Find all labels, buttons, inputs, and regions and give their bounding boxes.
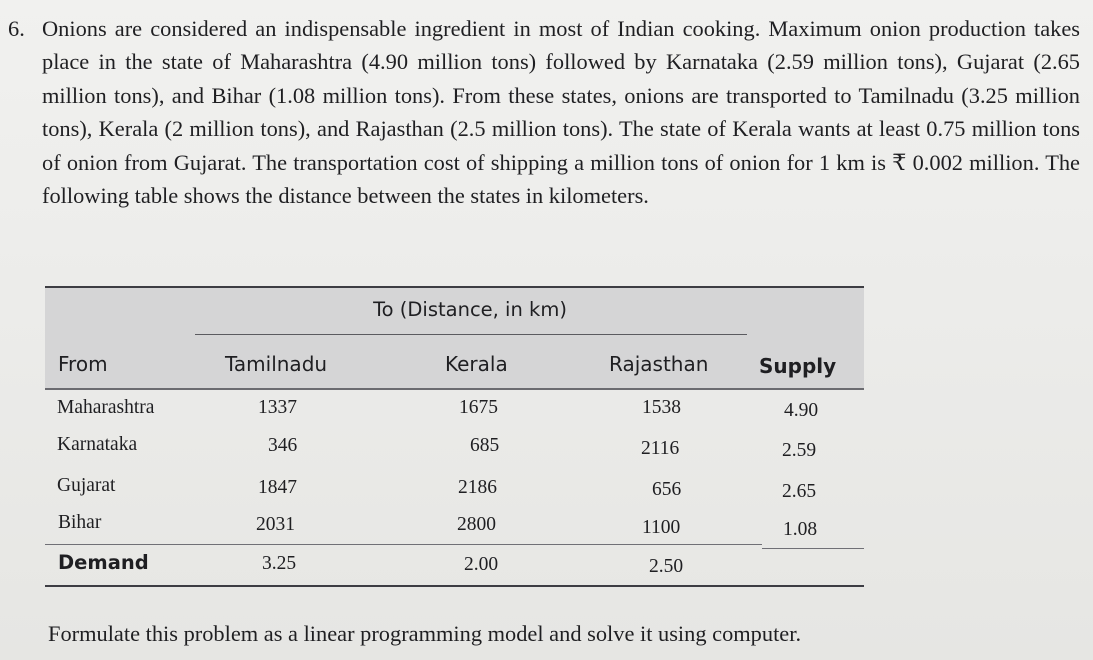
group-header-rule <box>195 334 747 335</box>
column-header-from: From <box>58 352 108 376</box>
cell-maharashtra-rajasthan: 1538 <box>642 397 681 418</box>
cell-bihar-kerala: 2800 <box>457 514 496 535</box>
problem-statement <box>8 12 1080 212</box>
cell-demand-tamilnadu: 3.25 <box>262 553 297 574</box>
row-label-karnataka: Karnataka <box>57 434 138 455</box>
row-label-bihar: Bihar <box>58 512 102 533</box>
problem-number: 6. <box>8 16 25 41</box>
cell-demand-kerala: 2.00 <box>464 554 499 575</box>
cell-bihar-tamilnadu: 2031 <box>256 514 295 535</box>
cell-gujarat-rajasthan: 656 <box>652 479 682 500</box>
table-group-header: To (Distance, in km) <box>373 298 567 321</box>
cell-karnataka-kerala: 685 <box>470 435 500 456</box>
column-header-tamilnadu: Tamilnadu <box>225 352 328 376</box>
cell-maharashtra-tamilnadu: 1337 <box>258 397 297 418</box>
cell-gujarat-supply: 2.65 <box>782 481 817 502</box>
cell-bihar-rajasthan: 1100 <box>642 517 681 538</box>
row-label-gujarat: Gujarat <box>57 475 116 496</box>
cell-karnataka-supply: 2.59 <box>782 440 817 461</box>
cell-maharashtra-kerala: 1675 <box>459 397 498 418</box>
instruction-text: Formulate this problem as a linear programming model and solve it using computer. <box>48 621 802 646</box>
row-label-maharashtra: Maharashtra <box>57 397 155 418</box>
column-header-kerala: Kerala <box>445 352 508 376</box>
demand-rule-left <box>45 544 762 545</box>
row-label-demand: Demand <box>58 551 149 574</box>
demand-rule-right <box>762 548 864 549</box>
cell-demand-rajasthan: 2.50 <box>649 556 684 577</box>
column-header-rajasthan: Rajasthan <box>609 352 709 376</box>
cell-gujarat-tamilnadu: 1847 <box>258 477 297 498</box>
cell-karnataka-tamilnadu: 346 <box>268 435 298 456</box>
column-header-supply: Supply <box>759 354 837 378</box>
cell-maharashtra-supply: 4.90 <box>784 400 819 421</box>
cell-karnataka-rajasthan: 2116 <box>641 438 680 459</box>
cell-bihar-supply: 1.08 <box>783 519 818 540</box>
cell-gujarat-kerala: 2186 <box>458 477 497 498</box>
table-bottom-rule <box>45 585 864 587</box>
distance-table <box>45 286 864 588</box>
problem-text: Onions are considered an indispensable ingredient in most of Indian cooking. Maximum onion production takes place in the state of Maharashtra (4.90 million tons) followed by Karnataka (2.59 million tons), Gujarat (2.65 million tons), and Bihar (1.08 million tons). From these states, onions are transported to Tamilnadu (3.25 million tons), Kerala (2 million tons), and Rajasthan (2.5 million tons). The state of Kerala wants at least 0.75 million tons of onion from Gujarat. The transportation cost of shipping a million tons of onion for 1 km is ₹ 0.002 million. The following table shows the distance between the states in kilometers. <box>42 16 1080 209</box>
